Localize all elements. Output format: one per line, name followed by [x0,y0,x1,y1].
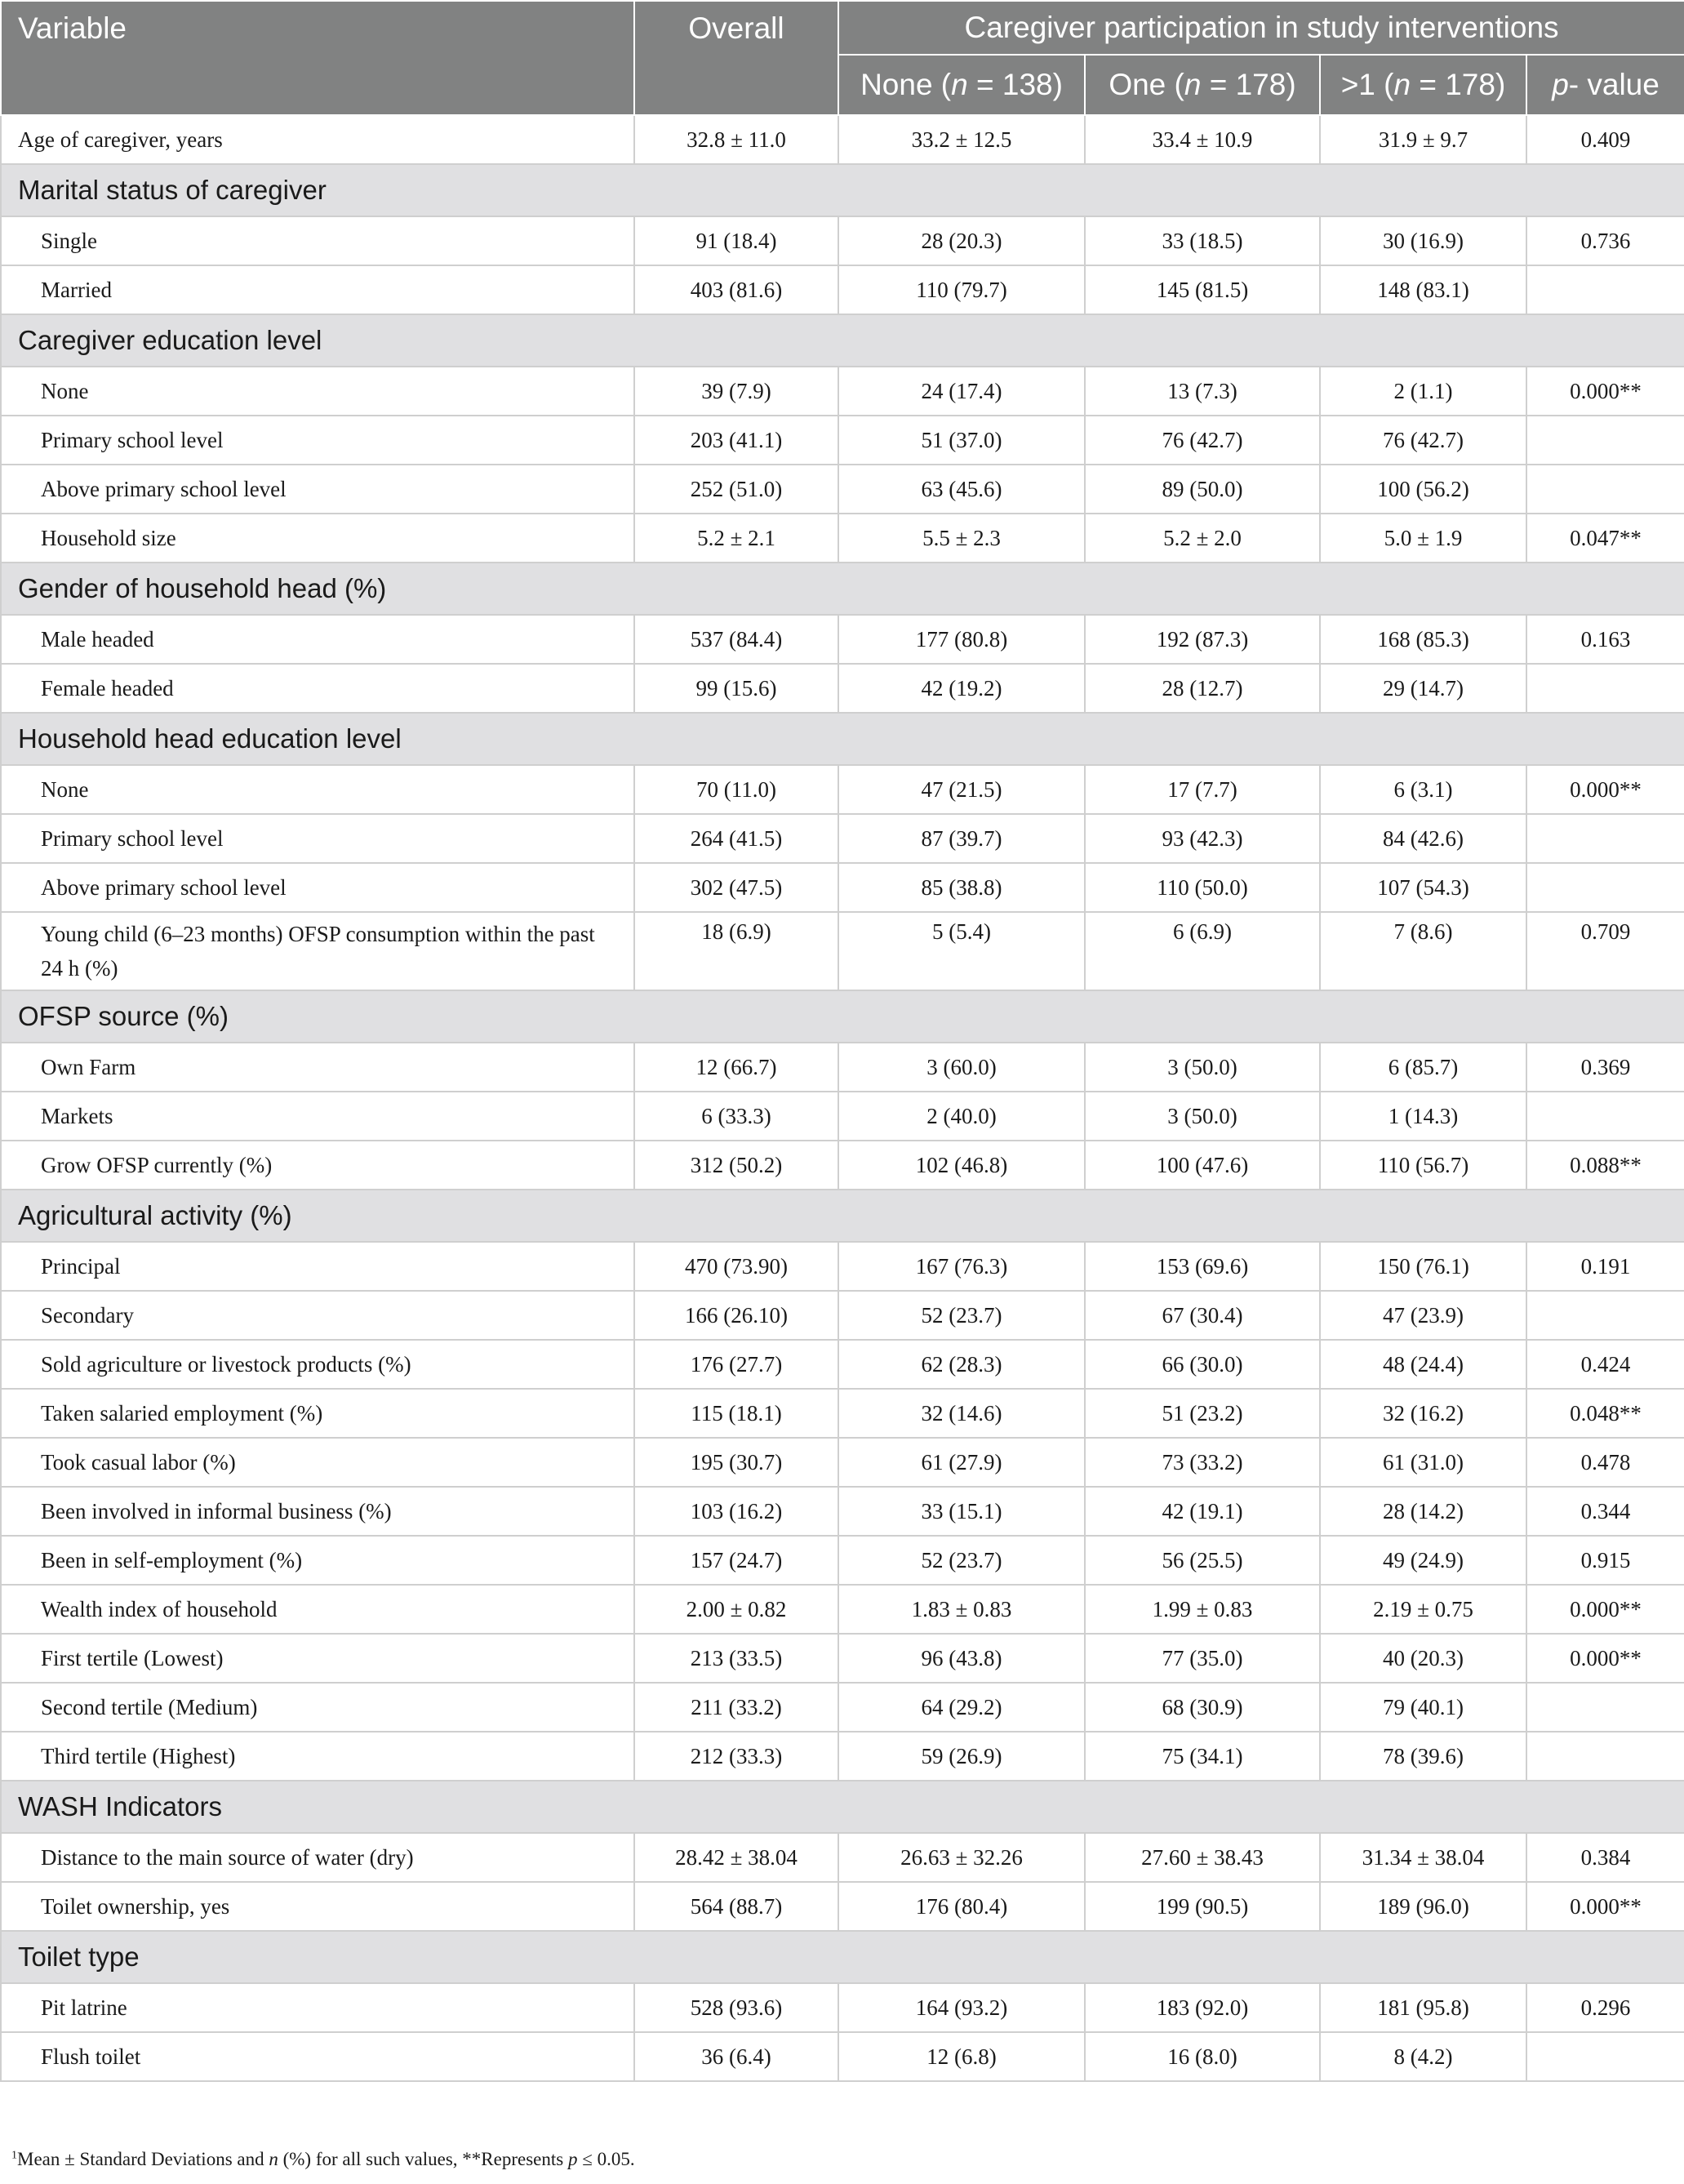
table-header [1,1,1684,115]
cell-none: 5.5 ± 2.3 [838,514,1085,563]
cell-one: 110 (50.0) [1085,863,1320,912]
row-variable-label: Young child (6–23 months) OFSP consumption within the past 24 h (%) [1,912,634,990]
cell-gt1: 2.19 ± 0.75 [1320,1585,1526,1634]
cell-none: 85 (38.8) [838,863,1085,912]
cell-p: 0.384 [1526,1833,1684,1882]
cell-gt1: 148 (83.1) [1320,265,1526,314]
cell-gt1: 168 (85.3) [1320,615,1526,664]
row-variable-label: Sold agriculture or livestock products (%) [1,1340,634,1389]
footnote-text-3: ≤ 0.05. [577,2149,635,2169]
header-more-than-one [1320,55,1526,115]
cell-p [1526,1092,1684,1141]
cell-gt1: 8 (4.2) [1320,2032,1526,2081]
table-row [1,514,1684,563]
cell-one: 3 (50.0) [1085,1043,1320,1092]
cell-none: 47 (21.5) [838,765,1085,814]
cell-one: 153 (69.6) [1085,1242,1320,1291]
cell-overall: 157 (24.7) [634,1536,838,1585]
section-header-row [1,1931,1684,1983]
cell-p [1526,1683,1684,1732]
cell-gt1: 40 (20.3) [1320,1634,1526,1683]
cell-one: 56 (25.5) [1085,1536,1320,1585]
cell-overall: 176 (27.7) [634,1340,838,1389]
table-row [1,814,1684,863]
header-none-n: n [951,68,968,101]
row-variable-label: Primary school level [1,416,634,465]
cell-one: 6 (6.9) [1085,912,1320,990]
cell-overall: 470 (73.90) [634,1242,838,1291]
cell-p: 0.000** [1526,1882,1684,1931]
footnote-marker: 1 [11,2149,17,2162]
cell-overall: 252 (51.0) [634,465,838,514]
cell-one: 28 (12.7) [1085,664,1320,713]
cell-overall: 537 (84.4) [634,615,838,664]
cell-one: 66 (30.0) [1085,1340,1320,1389]
row-variable-label: Household size [1,514,634,563]
row-variable-label: Second tertile (Medium) [1,1683,634,1732]
cell-one: 13 (7.3) [1085,367,1320,416]
cell-overall: 195 (30.7) [634,1438,838,1487]
cell-none: 61 (27.9) [838,1438,1085,1487]
table-row [1,367,1684,416]
cell-p: 0.048** [1526,1389,1684,1438]
cell-p [1526,2032,1684,2081]
cell-overall: 2.00 ± 0.82 [634,1585,838,1634]
cell-gt1: 29 (14.7) [1320,664,1526,713]
table-row [1,1291,1684,1340]
cell-p [1526,265,1684,314]
cell-none: 102 (46.8) [838,1141,1085,1190]
cell-none: 33 (15.1) [838,1487,1085,1536]
cell-one: 76 (42.7) [1085,416,1320,465]
row-variable-label: Above primary school level [1,863,634,912]
cell-none: 64 (29.2) [838,1683,1085,1732]
cell-p: 0.000** [1526,367,1684,416]
cell-p [1526,416,1684,465]
table-row [1,1043,1684,1092]
row-variable-label: Own Farm [1,1043,634,1092]
table-row [1,1882,1684,1931]
cell-gt1: 107 (54.3) [1320,863,1526,912]
table-row [1,115,1684,164]
cell-p: 0.296 [1526,1983,1684,2032]
table-row [1,1983,1684,2032]
section-label: Marital status of caregiver [1,164,1684,216]
cell-one: 42 (19.1) [1085,1487,1320,1536]
cell-gt1: 1 (14.3) [1320,1092,1526,1141]
cell-overall: 211 (33.2) [634,1683,838,1732]
cell-p: 0.088** [1526,1141,1684,1190]
row-variable-label: Grow OFSP currently (%) [1,1141,634,1190]
cell-overall: 18 (6.9) [634,912,838,990]
row-variable-label: Married [1,265,634,314]
section-header-row [1,563,1684,615]
header-gt1-value: = 178) [1411,68,1506,101]
cell-p: 0.424 [1526,1340,1684,1389]
row-variable-label: Distance to the main source of water (dry) [1,1833,634,1882]
section-label: OFSP source (%) [1,990,1684,1043]
row-variable-label: Primary school level [1,814,634,863]
header-none [838,55,1085,115]
section-label: Household head education level [1,713,1684,765]
table-row [1,1833,1684,1882]
cell-gt1: 30 (16.9) [1320,216,1526,265]
row-variable-label: Male headed [1,615,634,664]
table-row [1,216,1684,265]
header-row-1 [1,1,1684,55]
cell-gt1: 6 (3.1) [1320,765,1526,814]
cell-gt1: 61 (31.0) [1320,1438,1526,1487]
section-header-row [1,314,1684,367]
table-row [1,664,1684,713]
table-row [1,1141,1684,1190]
cell-one: 68 (30.9) [1085,1683,1320,1732]
row-variable-label: Markets [1,1092,634,1141]
table-row [1,1536,1684,1585]
table-body [1,115,1684,2081]
section-label: Caregiver education level [1,314,1684,367]
cell-one: 93 (42.3) [1085,814,1320,863]
section-label: WASH Indicators [1,1781,1684,1833]
header-caregiver-participation: Caregiver participation in study interventions [838,1,1684,55]
cell-p: 0.000** [1526,1634,1684,1683]
table-row [1,1487,1684,1536]
cell-gt1: 48 (24.4) [1320,1340,1526,1389]
row-variable-label: Been involved in informal business (%) [1,1487,634,1536]
cell-overall: 70 (11.0) [634,765,838,814]
cell-gt1: 31.34 ± 38.04 [1320,1833,1526,1882]
cell-p [1526,863,1684,912]
cell-none: 32 (14.6) [838,1389,1085,1438]
cell-p: 0.369 [1526,1043,1684,1092]
cell-gt1: 100 (56.2) [1320,465,1526,514]
table-row [1,912,1684,990]
cell-none: 164 (93.2) [838,1983,1085,2032]
row-variable-label: First tertile (Lowest) [1,1634,634,1683]
cell-none: 1.83 ± 0.83 [838,1585,1085,1634]
cell-none: 96 (43.8) [838,1634,1085,1683]
section-header-row [1,713,1684,765]
table-row [1,863,1684,912]
header-one-n: n [1184,68,1202,101]
cell-gt1: 32 (16.2) [1320,1389,1526,1438]
footnote-text-2: (%) for all such values, **Represents [278,2149,568,2169]
cell-overall: 32.8 ± 11.0 [634,115,838,164]
cell-p: 0.000** [1526,1585,1684,1634]
cell-one: 100 (47.6) [1085,1141,1320,1190]
header-one-label: One ( [1109,68,1184,101]
cell-none: 26.63 ± 32.26 [838,1833,1085,1882]
cell-overall: 28.42 ± 38.04 [634,1833,838,1882]
header-gt1-n: n [1393,68,1411,101]
section-label: Gender of household head (%) [1,563,1684,615]
section-header-row [1,1190,1684,1242]
cell-gt1: 78 (39.6) [1320,1732,1526,1781]
header-p-value [1526,55,1684,115]
table-row [1,416,1684,465]
header-one-value: = 178) [1201,68,1296,101]
table-row [1,465,1684,514]
cell-one: 77 (35.0) [1085,1634,1320,1683]
table-row [1,2032,1684,2081]
table-row [1,1634,1684,1683]
cell-gt1: 110 (56.7) [1320,1141,1526,1190]
cell-none: 52 (23.7) [838,1291,1085,1340]
cell-p: 0.915 [1526,1536,1684,1585]
cell-one: 17 (7.7) [1085,765,1320,814]
cell-one: 75 (34.1) [1085,1732,1320,1781]
cell-none: 51 (37.0) [838,416,1085,465]
cell-p [1526,664,1684,713]
cell-gt1: 189 (96.0) [1320,1882,1526,1931]
cell-one: 16 (8.0) [1085,2032,1320,2081]
header-gt1-label: >1 ( [1340,68,1394,101]
cell-p: 0.163 [1526,615,1684,664]
cell-none: 24 (17.4) [838,367,1085,416]
row-variable-label: Third tertile (Highest) [1,1732,634,1781]
cell-one: 51 (23.2) [1085,1389,1320,1438]
cell-gt1: 47 (23.9) [1320,1291,1526,1340]
header-one [1085,55,1320,115]
cell-one: 1.99 ± 0.83 [1085,1585,1320,1634]
cell-one: 3 (50.0) [1085,1092,1320,1141]
cell-none: 59 (26.9) [838,1732,1085,1781]
header-variable: Variable [1,1,634,115]
table-row [1,1732,1684,1781]
cell-none: 110 (79.7) [838,265,1085,314]
header-none-label: None ( [860,68,952,101]
table-footnote [11,2149,635,2170]
header-p-suffix: - value [1568,68,1660,101]
cell-p: 0.344 [1526,1487,1684,1536]
cell-overall: 5.2 ± 2.1 [634,514,838,563]
cell-overall: 528 (93.6) [634,1983,838,2032]
table-row [1,1389,1684,1438]
cell-overall: 6 (33.3) [634,1092,838,1141]
row-variable-label: Secondary [1,1291,634,1340]
cell-overall: 12 (66.7) [634,1043,838,1092]
cell-overall: 103 (16.2) [634,1487,838,1536]
footnote-n: n [269,2149,278,2169]
cell-p: 0.709 [1526,912,1684,990]
row-variable-label: Took casual labor (%) [1,1438,634,1487]
table-row [1,765,1684,814]
section-label: Toilet type [1,1931,1684,1983]
cell-one: 27.60 ± 38.43 [1085,1833,1320,1882]
row-variable-label: None [1,367,634,416]
section-label: Agricultural activity (%) [1,1190,1684,1242]
cell-overall: 91 (18.4) [634,216,838,265]
cell-p: 0.191 [1526,1242,1684,1291]
header-overall: Overall [634,1,838,115]
cell-gt1: 181 (95.8) [1320,1983,1526,2032]
table-row [1,1092,1684,1141]
row-variable-label: Single [1,216,634,265]
cell-overall: 403 (81.6) [634,265,838,314]
cell-none: 62 (28.3) [838,1340,1085,1389]
cell-p: 0.000** [1526,765,1684,814]
table-row [1,1242,1684,1291]
cell-one: 33 (18.5) [1085,216,1320,265]
cell-overall: 212 (33.3) [634,1732,838,1781]
row-variable-label: Pit latrine [1,1983,634,2032]
cell-none: 87 (39.7) [838,814,1085,863]
table-row [1,1340,1684,1389]
cell-gt1: 6 (85.7) [1320,1043,1526,1092]
cell-p: 0.047** [1526,514,1684,563]
cell-gt1: 2 (1.1) [1320,367,1526,416]
cell-gt1: 28 (14.2) [1320,1487,1526,1536]
cell-p [1526,465,1684,514]
footnote-p: p [567,2149,578,2169]
cell-overall: 264 (41.5) [634,814,838,863]
table-row [1,1683,1684,1732]
cell-p: 0.409 [1526,115,1684,164]
cell-none: 28 (20.3) [838,216,1085,265]
table-row [1,1585,1684,1634]
cell-none: 3 (60.0) [838,1043,1085,1092]
cell-overall: 203 (41.1) [634,416,838,465]
cell-none: 167 (76.3) [838,1242,1085,1291]
cell-none: 2 (40.0) [838,1092,1085,1141]
cell-p [1526,1732,1684,1781]
row-variable-label: Principal [1,1242,634,1291]
cell-one: 192 (87.3) [1085,615,1320,664]
header-p-letter: p [1552,68,1569,101]
cell-one: 145 (81.5) [1085,265,1320,314]
cell-gt1: 5.0 ± 1.9 [1320,514,1526,563]
cell-gt1: 84 (42.6) [1320,814,1526,863]
cell-one: 33.4 ± 10.9 [1085,115,1320,164]
cell-gt1: 49 (24.9) [1320,1536,1526,1585]
cell-overall: 564 (88.7) [634,1882,838,1931]
cell-none: 176 (80.4) [838,1882,1085,1931]
cell-one: 73 (33.2) [1085,1438,1320,1487]
cell-none: 63 (45.6) [838,465,1085,514]
table-row [1,265,1684,314]
cell-none: 177 (80.8) [838,615,1085,664]
cell-overall: 115 (18.1) [634,1389,838,1438]
cell-none: 42 (19.2) [838,664,1085,713]
row-variable-label: Taken salaried employment (%) [1,1389,634,1438]
row-variable-label: Female headed [1,664,634,713]
row-variable-label: Age of caregiver, years [1,115,634,164]
cell-p: 0.478 [1526,1438,1684,1487]
row-variable-label: Been in self-employment (%) [1,1536,634,1585]
cell-overall: 39 (7.9) [634,367,838,416]
row-variable-label: Flush toilet [1,2032,634,2081]
header-none-value: = 138) [967,68,1063,101]
row-variable-label: Toilet ownership, yes [1,1882,634,1931]
cell-one: 5.2 ± 2.0 [1085,514,1320,563]
cell-overall: 99 (15.6) [634,664,838,713]
cell-none: 12 (6.8) [838,2032,1085,2081]
cell-one: 67 (30.4) [1085,1291,1320,1340]
cell-overall: 213 (33.5) [634,1634,838,1683]
cell-none: 52 (23.7) [838,1536,1085,1585]
section-header-row [1,990,1684,1043]
cell-one: 199 (90.5) [1085,1882,1320,1931]
row-variable-label: None [1,765,634,814]
cell-none: 5 (5.4) [838,912,1085,990]
cell-one: 183 (92.0) [1085,1983,1320,2032]
cell-none: 33.2 ± 12.5 [838,115,1085,164]
cell-p [1526,1291,1684,1340]
row-variable-label: Above primary school level [1,465,634,514]
table-row [1,615,1684,664]
cell-gt1: 76 (42.7) [1320,416,1526,465]
cell-gt1: 79 (40.1) [1320,1683,1526,1732]
table-row [1,1438,1684,1487]
cell-overall: 166 (26.10) [634,1291,838,1340]
cell-overall: 36 (6.4) [634,2032,838,2081]
footnote-text-1: Mean ± Standard Deviations and [17,2149,269,2169]
row-variable-label: Wealth index of household [1,1585,634,1634]
cell-p [1526,814,1684,863]
cell-gt1: 150 (76.1) [1320,1242,1526,1291]
cell-p: 0.736 [1526,216,1684,265]
cell-gt1: 31.9 ± 9.7 [1320,115,1526,164]
section-header-row [1,164,1684,216]
cell-overall: 302 (47.5) [634,863,838,912]
section-header-row [1,1781,1684,1833]
cell-gt1: 7 (8.6) [1320,912,1526,990]
cell-one: 89 (50.0) [1085,465,1320,514]
cell-overall: 312 (50.2) [634,1141,838,1190]
